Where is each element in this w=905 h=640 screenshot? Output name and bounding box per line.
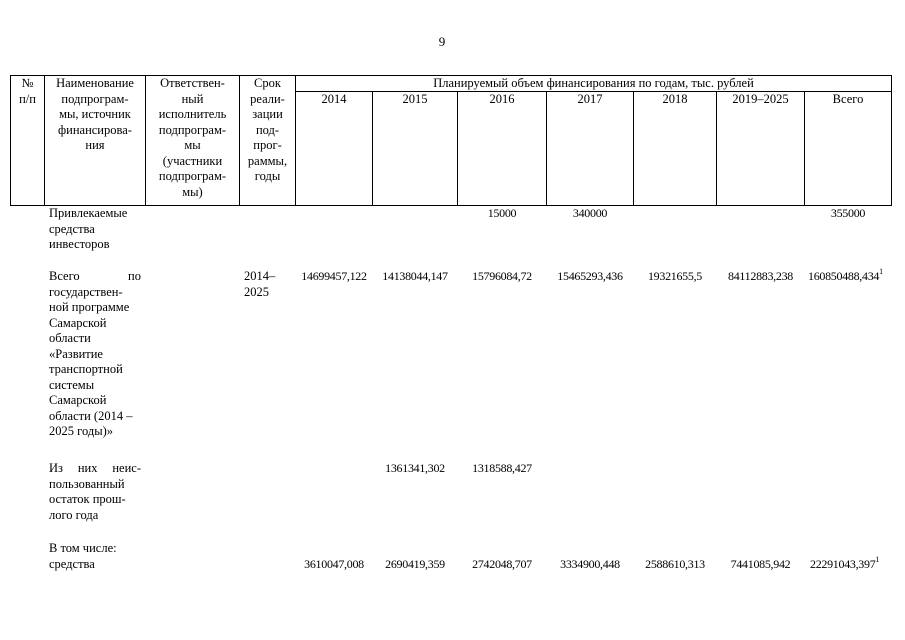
header-year-total: Всего	[832, 92, 864, 106]
cell-total: 160850488,434$^1$	[808, 267, 883, 283]
header-funding-title: Планируемый объем финансирования по годам, тыс. рублей	[433, 76, 754, 90]
cell-2018: 2588610,313	[645, 557, 705, 571]
footnote-mark: 1	[875, 555, 880, 564]
cell-2014: 3610047,008	[304, 557, 364, 571]
header-year-2019-2025: 2019–2025	[732, 92, 789, 106]
cell-2019-2025: 84112883,238	[728, 269, 793, 283]
header-col-term: Срок реали- зации под- прог- раммы, годы	[247, 76, 288, 183]
cell-2016: 15000	[487, 206, 517, 220]
header-year-2016: 2016	[489, 92, 515, 106]
cell-2017: 3334900,448	[560, 557, 620, 571]
cell-2017: 15465293,436	[557, 269, 623, 283]
cell-2015: 2690419,359	[385, 557, 445, 571]
cell-2017: 340000	[572, 206, 608, 220]
cell-2016: 2742048,707	[472, 557, 532, 571]
header-year-2015: 2015	[402, 92, 428, 106]
cell-2014: 14699457,122	[301, 269, 367, 283]
footnote-mark: 1	[879, 267, 883, 276]
cell-2018: 19321655,5	[647, 269, 702, 283]
cell-2015: 1361341,302	[385, 461, 445, 475]
cell-2015: 14138044,147	[382, 269, 448, 283]
row-name: В том числе: средства	[49, 541, 117, 571]
header-col-number: № п/п	[19, 76, 36, 106]
cell-2016: 1318588,427	[472, 461, 532, 475]
header-col-executor: Ответствен- ный исполнитель подпрограм- мы (участники подпрограм- мы)	[158, 76, 227, 199]
page-number: 9	[438, 34, 446, 49]
header-year-2017: 2017	[577, 92, 603, 106]
header-year-2018: 2018	[662, 92, 688, 106]
header-col-name: Наименование подпрограм- мы, источник финансирова- ния	[56, 76, 134, 152]
cell-total: 355000	[830, 206, 866, 220]
row-term: 2014– 2025	[244, 269, 276, 299]
cell-2016: 15796084,72	[472, 269, 532, 283]
cell-2019-2025: 7441085,942	[730, 557, 791, 571]
row-name: Привлекаемые средства инвесторов	[49, 206, 128, 251]
cell-total: 22291043,397$^1$	[810, 555, 880, 571]
header-year-2014: 2014	[321, 92, 347, 106]
row-name: Всего по государствен- ной программе Самарской области «Развитие транспортной системы Самарской области (2014 – 2025 годы)»	[49, 269, 141, 438]
row-name: Из них неис- пользованный остаток прош- лого года	[49, 461, 141, 522]
